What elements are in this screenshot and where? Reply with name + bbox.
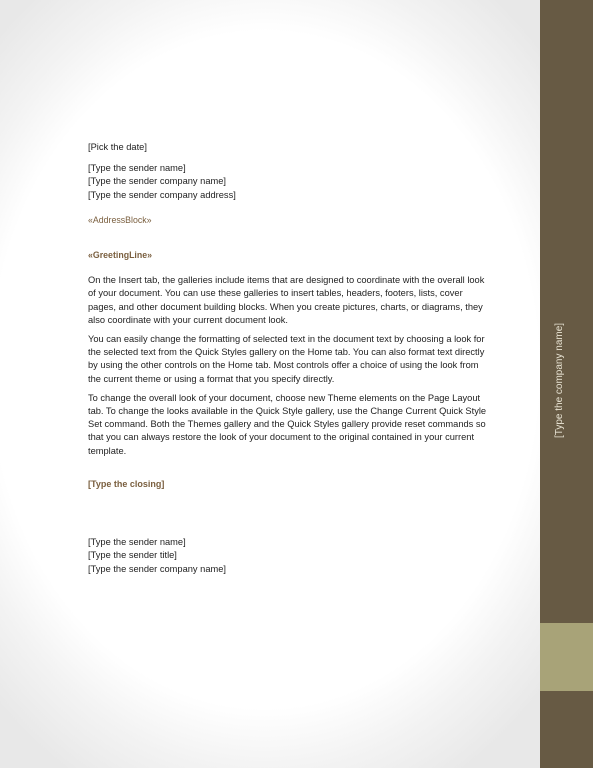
sender-company-address-field[interactable]: [Type the sender company address] [88,189,236,200]
signature-title-field[interactable]: [Type the sender title] [88,550,177,561]
body-paragraph-1: On the Insert tab, the galleries include items that are designed to coordinate with the overall look of your document. You can use these galleries to insert tables, headers, footers, lists, cover pages, and other document building blocks. When you create pictures, charts, or diagrams, they also coordinate with your current document look. [88,275,485,325]
body-paragraph-2: You can easily change the formatting of selected text in the document text by choosing a look for the selected text from the Quick Styles gallery on the Home tab. You can also format text directly by using the other controls on the Home tab. Most controls offer a choice of using the look from the current theme or using a format that you specify directly. [88,334,485,384]
sender-block [88,162,493,202]
date-field[interactable] [88,141,493,154]
address-block-merge-field[interactable]: «AddressBlock» [88,214,152,225]
signature-block [88,536,493,576]
signature-company-name-field[interactable]: [Type the sender company name] [88,563,226,574]
closing-field[interactable]: [Type the closing] [88,478,165,489]
signature-name-field[interactable]: [Type the sender name] [88,537,186,548]
sidebar-accent-block [540,623,593,691]
date-text: [Pick the date] [88,142,147,152]
greeting-line-merge-field[interactable]: «GreetingLine» [88,250,153,261]
body-paragraph-3: To change the overall look of your document, choose new Theme elements on the Page Layout tab. To change the looks available in the Quick Style gallery, use the Change Current Quick Style Set command. Both the Themes gallery and the Quick Styles gallery provide reset commands so that you can always restore the look of your document to the original contained in your current template. [88,392,487,456]
sender-company-name-field[interactable]: [Type the sender company name] [88,176,226,187]
company-name-field[interactable]: [Type the company name] [554,322,565,438]
letter-body [88,141,493,576]
sender-name-field[interactable]: [Type the sender name] [88,163,186,174]
